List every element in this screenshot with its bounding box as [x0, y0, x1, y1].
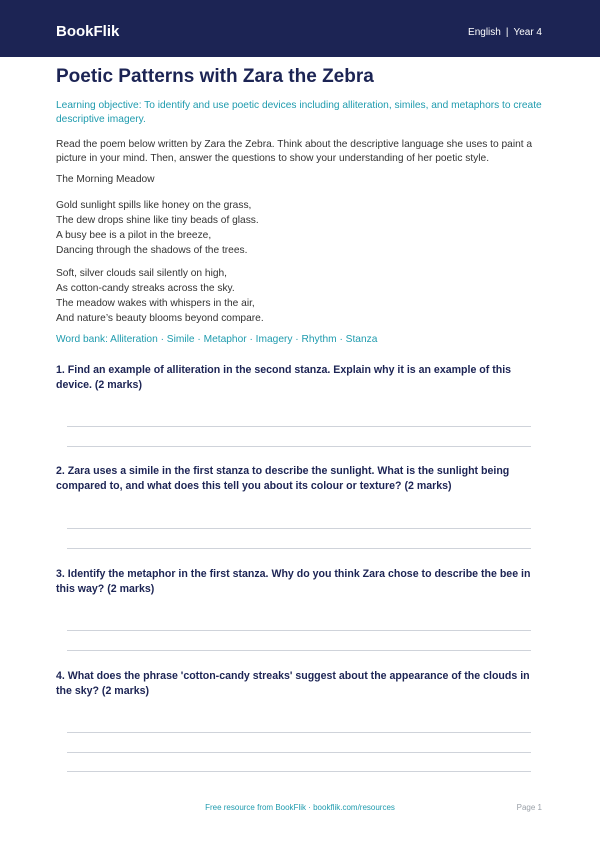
year-label: Year 4: [513, 27, 542, 38]
poem-line: As cotton-candy streaks across the sky.: [56, 283, 235, 294]
poem-title: The Morning Meadow: [56, 174, 155, 185]
footer-resource-link[interactable]: Free resource from BookFlik · bookflik.com/resources: [205, 803, 395, 812]
separator: |: [505, 27, 509, 38]
page-number: Page 1: [516, 803, 542, 812]
poem-stanza-2: [56, 266, 536, 326]
poem-line: The dew drops shine like tiny beads of glass.: [56, 215, 259, 226]
question-4: 4. What does the phrase 'cotton-candy streaks' suggest about the appearance of the clouds in the sky? (2 marks): [56, 670, 530, 697]
question-3: 3. Identify the metaphor in the first stanza. Why do you think Zara chose to describe the bee in this way? (2 marks): [56, 568, 531, 595]
question-2: 2. Zara uses a simile in the first stanza to describe the sunlight. What is the sunlight being compared to, and what does this tell you about its colour or texture? (2 marks): [56, 465, 510, 492]
intro-text: Read the poem below written by Zara the Zebra. Think about the descriptive language she uses to paint a picture in your mind. Then, answer the questions to show your understanding of her poetic style.: [56, 139, 533, 164]
page-title: Poetic Patterns with Zara the Zebra: [56, 66, 374, 87]
answer-line-q4-2[interactable]: [67, 752, 531, 753]
subject-label: English: [468, 27, 501, 38]
answer-line-q2-1[interactable]: [67, 528, 531, 529]
poem-line: Dancing through the shadows of the trees.: [56, 245, 248, 256]
subject-year-label: [468, 26, 542, 40]
question-1: 1. Find an example of alliteration in the second stanza. Explain why it is an example of this device. (2 marks): [56, 364, 512, 391]
answer-line-q1-1[interactable]: [67, 426, 531, 427]
answer-line-q2-2[interactable]: [67, 548, 531, 549]
answer-line-q1-2[interactable]: [67, 446, 531, 447]
poem-line: Soft, silver clouds sail silently on high,: [56, 268, 228, 279]
answer-line-q3-2[interactable]: [67, 650, 531, 651]
poem-line: Gold sunlight spills like honey on the grass,: [56, 200, 252, 211]
answer-line-q4-3[interactable]: [67, 771, 531, 772]
poem-line: The meadow wakes with whispers in the air,: [56, 298, 255, 309]
answer-line-q3-1[interactable]: [67, 630, 531, 631]
poem-line: And nature’s beauty blooms beyond compare.: [56, 313, 264, 324]
poem-stanza-1: [56, 198, 536, 258]
word-bank: Word bank: Alliteration · Simile · Metaphor · Imagery · Rhythm · Stanza: [56, 334, 378, 345]
header-bar: [0, 0, 600, 57]
answer-line-q4-1[interactable]: [67, 732, 531, 733]
learning-objective: Learning objective: To identify and use poetic devices including alliteration, similes, and metaphors to create descriptive imagery.: [56, 100, 542, 125]
brand-logo[interactable]: BookFlik: [56, 23, 120, 40]
poem-line: A busy bee is a pilot in the breeze,: [56, 230, 212, 241]
